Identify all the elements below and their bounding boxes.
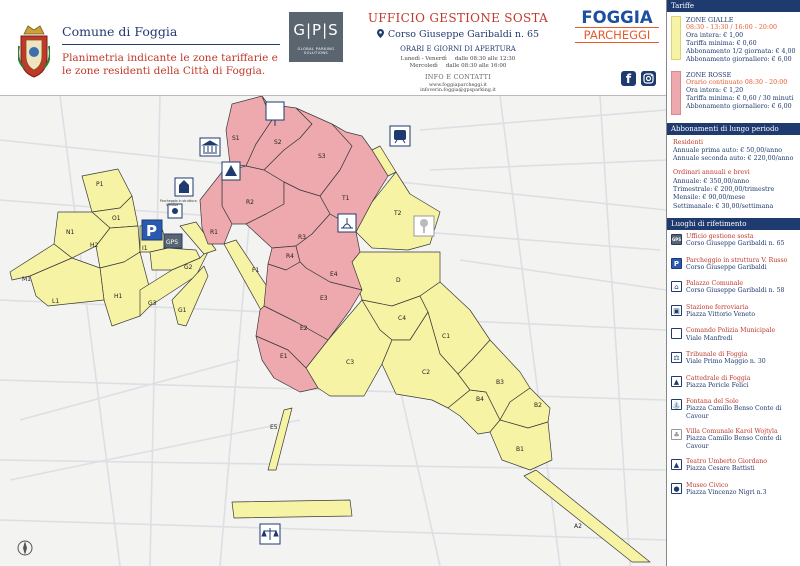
place-name: Stazione ferroviaria xyxy=(686,303,749,311)
coat-of-arms-icon xyxy=(18,24,50,78)
courthouse-icon[interactable] xyxy=(260,524,280,544)
town-hall-icon[interactable] xyxy=(200,138,220,156)
hours-days: Mercoledì xyxy=(409,63,438,69)
residenti-block xyxy=(667,135,800,164)
office-info xyxy=(360,11,556,93)
contacts-title: INFO E CONTATTI xyxy=(424,73,492,81)
header-divider xyxy=(62,44,280,45)
place-address: Piazza Camillo Benso Conte di Cavour xyxy=(686,405,782,420)
zone-a2-strip xyxy=(232,500,352,518)
gps-logo-subtitle: GLOBAL PARKING SOLUTIONS xyxy=(297,47,335,55)
yellow-zone-rate: Tariffa minima: € 0,60 xyxy=(686,40,757,48)
ordinari-rate: Settimanale: € 30,00/settimana xyxy=(673,202,774,210)
theater-icon[interactable] xyxy=(222,162,240,180)
courthouse-icon: ⚖ xyxy=(671,352,682,363)
office-address-text: Corso Giuseppe Garibaldi n. 65 xyxy=(387,29,540,40)
yellow-zone-legend xyxy=(667,12,800,65)
svg-text:B4: B4 xyxy=(476,396,484,403)
svg-text:H1: H1 xyxy=(114,293,123,300)
abbonamenti-header: Abbonamenti di lungo periodo xyxy=(667,123,800,135)
svg-text:E5: E5 xyxy=(270,424,278,431)
fountain-icon: ⛲ xyxy=(672,401,681,410)
instagram-icon[interactable] xyxy=(641,71,656,86)
website-link[interactable]: www.foggiaparcheggi.it xyxy=(429,83,487,88)
svg-text:S1: S1 xyxy=(232,135,240,142)
place-item[interactable] xyxy=(671,304,796,328)
place-name: Comando Polizia Municipale xyxy=(686,327,776,335)
red-zone-swatch xyxy=(671,71,681,115)
svg-text:C1: C1 xyxy=(442,333,451,340)
svg-text:C4: C4 xyxy=(398,315,407,322)
place-name: Fontana del Sole xyxy=(686,398,739,406)
location-pin-icon xyxy=(377,29,384,38)
hours-time: dalle 08:30 alle 12:30 xyxy=(454,56,516,62)
red-zone-rate: Ora intera: € 1,20 xyxy=(686,86,744,94)
svg-text:E3: E3 xyxy=(320,295,328,302)
place-address: Corso Giuseppe Garibaldi n. 65 xyxy=(686,240,785,248)
svg-text:E2: E2 xyxy=(300,325,308,332)
svg-text:R4: R4 xyxy=(286,253,294,260)
luoghi-header: Luoghi di rifetimento xyxy=(667,218,800,230)
svg-text:O1: O1 xyxy=(112,215,121,222)
place-name: Palazzo Comunale xyxy=(686,280,744,288)
place-address: Viale Primo Maggio n. 30 xyxy=(686,358,766,366)
brand-line-1: FOGGIA xyxy=(581,8,653,27)
svg-text:N1: N1 xyxy=(66,229,75,236)
place-item[interactable] xyxy=(671,398,796,428)
svg-text:G2: G2 xyxy=(184,264,193,271)
yellow-zone-rate: Abbonamento 1/2 giornata: € 4,00 xyxy=(686,48,796,56)
svg-text:D: D xyxy=(396,277,401,284)
svg-text:P1: P1 xyxy=(96,181,104,188)
residenti-rate: Annuale seconda auto: € 220,00/anno xyxy=(673,155,794,163)
svg-text:P: P xyxy=(146,222,157,240)
yellow-zone-hours: 08:30 - 13:30 / 16:00 - 20:00 xyxy=(686,24,777,32)
foggia-parcheggi-logo xyxy=(575,8,659,43)
train-icon[interactable] xyxy=(390,126,410,146)
svg-text:C3: C3 xyxy=(346,359,355,366)
yellow-zone-rate: Ora intera: € 1,00 xyxy=(686,32,744,40)
place-name: Villa Comunale Karol Wojtyla xyxy=(686,428,778,436)
gps-logo-text: G|P|S xyxy=(293,21,339,39)
theater-icon: ▲ xyxy=(671,459,682,470)
svg-text:G3: G3 xyxy=(148,300,157,307)
ordinari-block xyxy=(667,163,800,210)
office-title: UFFICIO GESTIONE SOSTA xyxy=(367,11,549,25)
place-address: Piazza Vittorio Veneto xyxy=(686,311,756,319)
gps-office-icon[interactable] xyxy=(164,234,182,248)
place-address: Piazza Camillo Benso Conte di Cavour xyxy=(686,435,782,450)
gps-office-icon: GPS xyxy=(671,234,682,245)
brand-line-2: PARCHEGGI xyxy=(575,27,659,43)
svg-text:T1: T1 xyxy=(342,195,350,202)
svg-text:S3: S3 xyxy=(318,153,326,160)
museum-icon: ● xyxy=(671,483,682,494)
svg-text:A2: A2 xyxy=(574,523,582,530)
place-item[interactable] xyxy=(671,257,796,281)
parking-icon: P xyxy=(671,258,682,269)
place-item[interactable] xyxy=(671,482,796,506)
gps-logo xyxy=(289,12,343,62)
red-zone-legend xyxy=(667,65,800,115)
svg-text:H2: H2 xyxy=(90,242,99,249)
email-link[interactable]: infoverin.foggia@gpsparking.it xyxy=(420,88,496,93)
svg-text:R3: R3 xyxy=(298,234,306,241)
cathedral-icon[interactable] xyxy=(175,178,193,196)
place-name: Museo Civico xyxy=(686,481,729,489)
svg-text:B1: B1 xyxy=(516,446,524,453)
svg-text:R1: R1 xyxy=(210,229,218,236)
svg-text:L1: L1 xyxy=(52,298,60,305)
svg-text:B2: B2 xyxy=(534,402,542,409)
place-address: Corso Giuseppe Garibaldi n. 58 xyxy=(686,287,785,295)
svg-text:I1: I1 xyxy=(142,245,148,252)
police-icon xyxy=(671,328,682,339)
hours-title: ORARI E GIORNI DI APERTURA xyxy=(400,45,516,53)
svg-text:G1: G1 xyxy=(178,307,187,314)
hours-row-1 xyxy=(360,56,556,62)
park-icon[interactable] xyxy=(414,216,434,236)
hours-time: dalle 08:30 alle 16:00 xyxy=(445,63,507,69)
header xyxy=(0,0,666,96)
town-hall-icon: ⌂ xyxy=(671,281,682,292)
comune-title: Comune di Foggia xyxy=(62,24,178,39)
svg-text:R2: R2 xyxy=(246,199,254,206)
place-item[interactable] xyxy=(671,351,796,375)
svg-text:E1: E1 xyxy=(280,353,288,360)
yellow-zone-swatch xyxy=(671,16,681,60)
fountain-icon[interactable] xyxy=(338,214,356,232)
place-address: Corso Giuseppe Garibaldi xyxy=(686,263,767,271)
office-address xyxy=(360,29,556,40)
park-icon: ♣ xyxy=(671,429,682,440)
place-name: Parcheggio in struttura V. Russo xyxy=(686,256,788,264)
place-name: Cattedrale di Foggia xyxy=(686,374,751,382)
svg-text:GPS: GPS xyxy=(166,239,179,246)
place-address: Piazza Pericle Felici xyxy=(686,381,749,389)
tariffe-header: Tariffe xyxy=(667,0,800,12)
legend-panel xyxy=(666,0,800,566)
svg-text:B3: B3 xyxy=(496,379,504,386)
svg-text:E4: E4 xyxy=(330,271,338,278)
place-item[interactable] xyxy=(671,233,796,257)
red-zone-title: ZONE ROSSE xyxy=(686,70,732,79)
cathedral-icon: ▲ xyxy=(671,376,682,387)
svg-text:C2: C2 xyxy=(422,369,431,376)
residenti-title: Residenti xyxy=(673,138,704,146)
place-address: Piazza Cesare Battisti xyxy=(686,465,755,473)
plan-title: Planimetria indicante le zone tariffarie e le zone residenti della Città di Foggia. xyxy=(62,52,278,77)
residenti-rate: Annuale prima auto: € 50,00/anno xyxy=(673,146,783,154)
red-zone-hours: Orario continuato 08:30 - 20:00 xyxy=(686,78,788,86)
red-zone-rate: Tariffa minima: € 0,60 / 30 minuti xyxy=(686,94,794,102)
hours-days: Lunedì - Venerdì xyxy=(400,56,447,62)
ordinari-rate: Annuale: € 350,00/anno xyxy=(673,177,750,185)
svg-text:T2: T2 xyxy=(394,210,402,217)
facebook-icon[interactable]: f xyxy=(621,71,636,86)
svg-text:F1: F1 xyxy=(252,267,260,274)
place-address: Piazza Vincenzo Nigri n.3 xyxy=(686,488,767,496)
place-name: Teatro Umberto Giordano xyxy=(686,458,767,466)
parking-label: Parcheggio in struttura V.Russo xyxy=(160,199,197,207)
city-map[interactable] xyxy=(0,96,666,566)
red-zone-rate: Abbonamento giornaliero: € 6,00 xyxy=(686,102,792,110)
ordinari-rate: Mensile: € 90,00/mese xyxy=(673,194,746,202)
place-address: Viale Manfredi xyxy=(686,334,733,342)
train-icon: ▣ xyxy=(671,305,682,316)
place-item[interactable] xyxy=(671,375,796,399)
ordinari-rate: Trimestrale: € 200,00/trimestre xyxy=(673,186,775,194)
parking-icon[interactable] xyxy=(142,220,162,240)
ordinari-title: Ordinari annuali e brevi xyxy=(673,169,750,177)
place-item[interactable] xyxy=(671,428,796,458)
yellow-zone-title: ZONE GIALLE xyxy=(686,16,734,24)
hours-row-2 xyxy=(360,63,556,69)
places-list xyxy=(667,230,800,505)
place-name: Ufficio gestione sosta xyxy=(686,232,754,240)
place-item[interactable] xyxy=(671,327,796,351)
yellow-zone-rate: Abbonamento giornaliero: € 6,00 xyxy=(686,56,792,64)
svg-text:M1: M1 xyxy=(22,276,31,283)
place-item[interactable] xyxy=(671,458,796,482)
svg-text:S2: S2 xyxy=(274,139,282,146)
place-item[interactable] xyxy=(671,280,796,304)
place-name: Tribunale di Foggia xyxy=(686,350,748,358)
